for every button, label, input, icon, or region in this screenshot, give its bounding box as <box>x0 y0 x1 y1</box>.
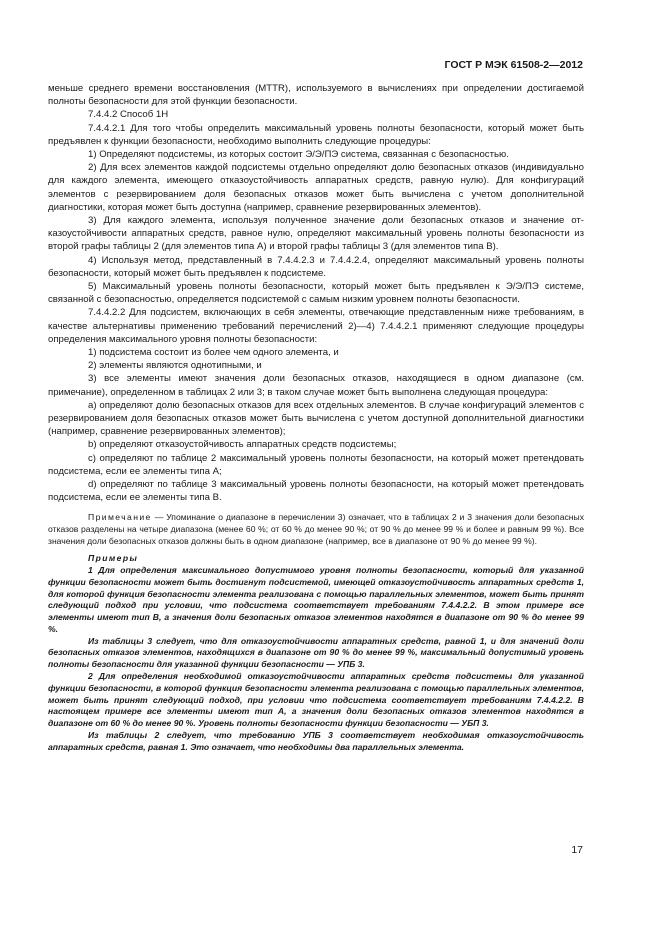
list-item: 5) Максимальный уровень полноты безопасности, который может быть предъявлен к Э/Э/ПЭ системе, связанной с безопасностью, определяется подсистемой с самым низким уровнем полноты безопасности. <box>48 281 584 306</box>
list-item: c) определяют по таблице 2 максимальный уровень полноты безопасности, на который может претендовать подсистема, если ее элементы типа А; <box>48 452 584 477</box>
list-item: a) определяют долю безопасных отказов для всех отдельных элементов. В случае конфигураций элементов с резервированием доля безопасных отказов может быть вычислена с учетом доступной дополнительной диагностики (например, сравнение резервированных элементов); <box>48 399 584 438</box>
example-item: Из таблицы 2 следует, что требованию УПБ 3 соответствует необходимая отказоустойчивость аппаратных средств, равная 1. Это означает, что необходимы два параллельных элемента. <box>48 730 584 752</box>
example-item: 2 Для определения необходимой отказоустойчивости аппаратных средств подсистемы для указанной функции безопасности, в которой функция безопасности элемента реализована с помощью параллельных элементов, может быть принят следующий подход, при условии что подсистема соответствует требованиям 7.4.4.2.2. В настоящем примере все элементы имеют тип А, а значения доли безопасных отказов элементов находятся в диапазоне от 60 % до менее 90 %. Уровень полноты безопасности функции безопасности — УБП 3. <box>48 671 584 729</box>
example-item: 1 Для определения максимального допустимого уровня полноты безопасности, который для указанной функции безопасности может быть достигнут подсистемой, имеющей отказоустойчивость аппаратных средств 1, для которой функция безопасности элемента реализована с помощью параллельных элементов, может быть принят следующий подход при условии, что подсистема соответствует требованиям 7.4.4.2.2. В этом примере все элементы имеют тип В, а значения доли безопасных отказов элементов находятся в диапазоне от 90 % до менее 99 %. <box>48 564 584 634</box>
page-number: 17 <box>571 844 583 856</box>
list-item: 2) Для всех элементов каждой подсистемы отдельно определяют долю безопасных отказов (индивидуально для каждого элемента, имеющего отказоустойчивость аппаратных средств, равную нулю). Для конфигураций элементов с резервированием доля безопасных отказов может быть вычислена с учетом дополнительной диагностики, которая может быть доступна (например, сравнение резервированных элементов). <box>48 162 584 213</box>
paragraph: 7.4.4.2.2 Для подсистем, включающих в себя элементы, отвечающие представленным ниже требованиям, в качестве альтернативы применению требований перечислений 2)—4) 7.4.4.2.1 применяют следующие процедуры определения максимального уровня полноты безопасности: <box>48 307 584 345</box>
examples-title: Примеры <box>88 553 139 564</box>
note-text: — Упоминание о диапазоне в перечислении 3) означает, что в таблицах 2 и 3 значения доли безопасных отказов разделены на четыре диапазона (менее 60 %; от 60 % до менее 90 %; от 90 % до менее 99 % и более и равным 99 %). Все значения доли безопасных отказов должны быть в одном диапазоне (например, все в диапазоне от 90 % до менее 99 %). <box>48 511 584 546</box>
list-item: d) определяют по таблице 3 максимальный уровень полноты безопасности, на который может претендовать подсистема, если ее элементы типа В. <box>48 479 584 504</box>
list-item: 3) Для каждого элемента, используя полученное значение доли безопасных отказов и значение отказоустойчивости аппаратных средств, равное нулю, определяют максимальный уровень полноты безопасности из второй графы таблицы 2 (для элементов типа А) и второй графы таблицы 3 (для элементов типа В). <box>48 215 584 253</box>
list-item: 3) все элементы имеют значения доли безопасных отказов, находящиеся в одном диапазоне (см. примечание), определенном в таблицах 2 или 3; в таком случае может быть выполнена следующая процедура: <box>48 373 584 398</box>
note <box>48 511 584 548</box>
list-item: 2) элементы являются однотипными, и <box>88 360 262 372</box>
example-item: Из таблицы 3 следует, что для отказоустойчивости аппаратных средств, равной 1, и для значений доли безопасных отказов элементов, находящихся в диапазоне от 90 % до менее 99 %, максимальный допустимый уровень полноты безопасности для указанной функции безопасности — УПБ 3. <box>48 635 584 670</box>
page-body <box>48 82 584 754</box>
section-heading: 7.4.4.2 Способ 1H <box>88 109 169 121</box>
list-item: 1) подсистема состоит из более чем одного элемента, и <box>88 347 339 359</box>
document-header: ГОСТ Р МЭК 61508-2—2012 <box>444 59 583 71</box>
list-item: 4) Используя метод, представленный в 7.4.4.2.3 и 7.4.4.2.4, определяют максимальный уровень полноты безопасности, который может быть предъявлен к подсистеме. <box>48 254 584 279</box>
paragraph: меньше среднего времени восстановления (MTTR), используемого в вычислениях при определении достигаемой полноты безопасности для этой функции безопасности. <box>48 83 584 108</box>
paragraph: 7.4.4.2.1 Для того чтобы определить максимальный уровень полноты безопасности, который может быть предъявлен к функции безопасности, необходимо выполнить следующие процедуры: <box>48 122 584 147</box>
note-label: Примечание <box>88 511 152 522</box>
list-item: b) определяют отказоустойчивость аппаратных средств подсистемы; <box>88 439 397 451</box>
list-item: 1) Определяют подсистемы, из которых состоит Э/Э/ПЭ система, связанная с безопасностью. <box>88 149 509 161</box>
